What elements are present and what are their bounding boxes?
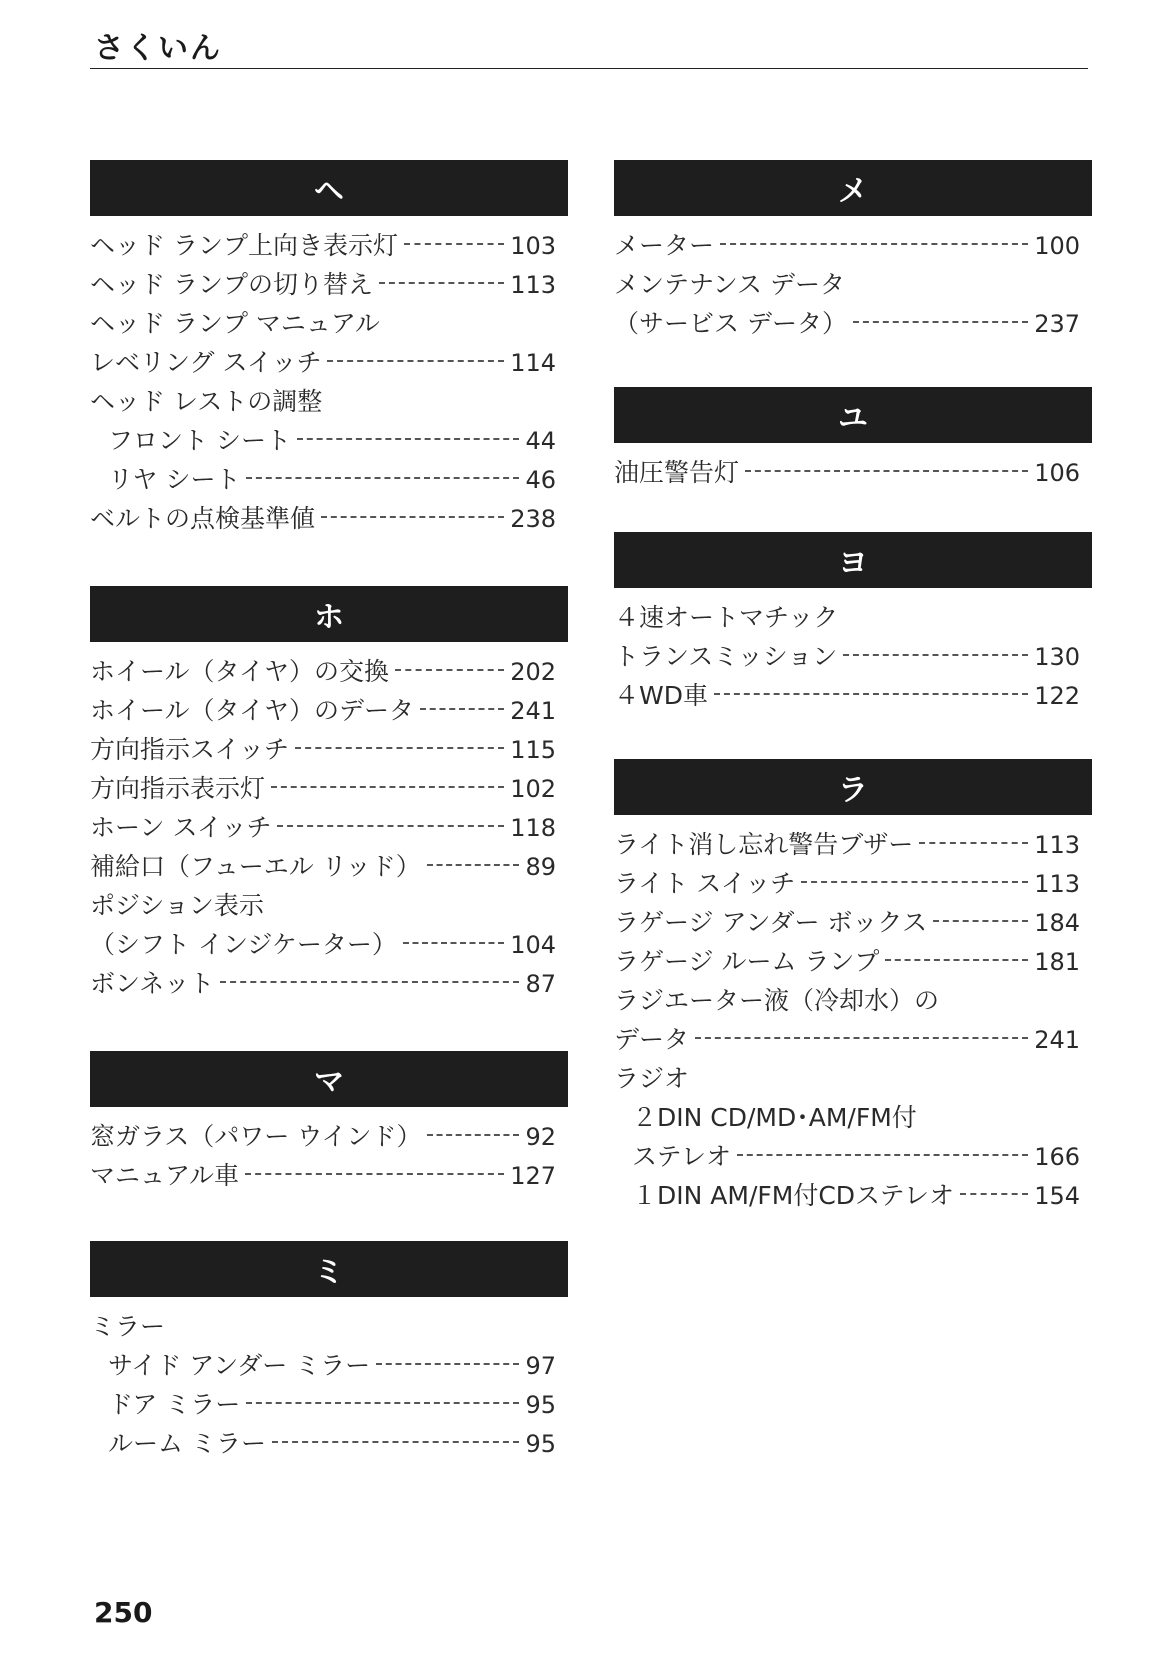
index-section — [90, 1241, 568, 1463]
index-section — [614, 532, 1092, 715]
index-entry — [614, 598, 1092, 637]
index-entry — [614, 226, 1092, 265]
entry-page-number: 241 — [1034, 1026, 1080, 1054]
index-section — [90, 1051, 568, 1195]
entry-list — [614, 815, 1092, 1215]
section-heading: ヨ — [614, 532, 1092, 588]
entry-label: 油圧警告灯 — [614, 458, 740, 487]
page-title: さくいん — [94, 31, 222, 66]
entry-page-number: 106 — [1034, 459, 1080, 487]
index-entry — [90, 1385, 568, 1424]
entry-label: フロント シート — [108, 426, 291, 455]
entry-label: ベルトの点検基準値 — [90, 504, 316, 533]
index-section — [614, 387, 1092, 492]
entry-page-number: 97 — [525, 1352, 556, 1380]
right-column — [614, 160, 1092, 1215]
entry-page-number: 130 — [1034, 643, 1080, 671]
dot-leader — [321, 516, 504, 518]
dot-leader — [853, 321, 1028, 323]
entry-page-number: 100 — [1034, 232, 1080, 260]
entry-label: ライト消し忘れ警告ブザー — [614, 830, 914, 859]
entry-page-number: 102 — [510, 775, 556, 803]
entry-page-number: 241 — [510, 697, 556, 725]
entry-page-number: 103 — [510, 232, 556, 260]
entry-label: ヘッド レストの調整 — [90, 387, 323, 416]
entry-label: ポジション表示 — [90, 891, 264, 920]
dot-leader — [327, 360, 504, 362]
entry-page-number: 154 — [1034, 1182, 1080, 1210]
entry-label: ラゲージ アンダー ボックス — [614, 908, 928, 937]
entry-label: メンテナンス データ — [614, 270, 845, 299]
index-entry — [90, 304, 568, 343]
entry-label: ラジオ — [614, 1064, 690, 1093]
entry-page-number: 113 — [1034, 870, 1080, 898]
index-entry — [614, 304, 1092, 343]
dot-leader — [427, 1134, 519, 1136]
entry-page-number: 46 — [525, 466, 556, 494]
entry-page-number: 238 — [510, 505, 556, 533]
index-section — [90, 160, 568, 538]
page-number: 250 — [94, 1596, 153, 1629]
section-heading: ユ — [614, 387, 1092, 443]
entry-label: 方向指示表示灯 — [90, 774, 266, 803]
entry-page-number: 104 — [510, 931, 556, 959]
entry-list — [90, 1107, 568, 1195]
index-entry — [90, 421, 568, 460]
index-entry — [90, 499, 568, 538]
dot-leader — [714, 693, 1028, 695]
entry-label: ホーン スイッチ — [90, 813, 272, 842]
entry-label: ラジエーター液（冷却水）の — [614, 986, 940, 1015]
section-heading: マ — [90, 1051, 568, 1107]
entry-label: レベリング スイッチ — [90, 348, 322, 377]
entry-label: 方向指示スイッチ — [90, 735, 290, 764]
index-section — [90, 586, 568, 1003]
index-entry — [614, 265, 1092, 304]
entry-page-number: 118 — [510, 814, 556, 842]
entry-label: ステレオ — [632, 1142, 732, 1171]
dot-leader — [297, 438, 520, 440]
dot-leader — [885, 959, 1028, 961]
index-entry — [90, 265, 568, 304]
index-entry — [90, 652, 568, 691]
section-heading: ヘ — [90, 160, 568, 216]
entry-label: ラゲージ ルーム ランプ — [614, 947, 880, 976]
entry-label: ボンネット — [90, 969, 215, 998]
dot-leader — [801, 881, 1028, 883]
index-entry — [614, 942, 1092, 981]
dot-leader — [695, 1037, 1028, 1039]
index-entry — [614, 825, 1092, 864]
entry-list — [614, 588, 1092, 715]
section-heading: ラ — [614, 759, 1092, 815]
index-entry — [90, 460, 568, 499]
index-entry — [90, 808, 568, 847]
index-entry — [614, 637, 1092, 676]
entry-list — [90, 642, 568, 1003]
entry-page-number: 95 — [525, 1391, 556, 1419]
entry-page-number: 202 — [510, 658, 556, 686]
entry-page-number: 184 — [1034, 909, 1080, 937]
entry-page-number: 166 — [1034, 1143, 1080, 1171]
entry-label: ヘッド ランプの切り替え — [90, 270, 373, 299]
section-heading: メ — [614, 160, 1092, 216]
entry-page-number: 92 — [525, 1123, 556, 1151]
dot-leader — [271, 786, 504, 788]
entry-label: ４速オートマチック — [614, 603, 839, 632]
entry-page-number: 95 — [525, 1430, 556, 1458]
index-entry — [90, 925, 568, 964]
entry-page-number: 113 — [510, 271, 556, 299]
entry-label: ホイール（タイヤ）の交換 — [90, 657, 390, 686]
dot-leader — [376, 1363, 519, 1365]
dot-leader — [295, 747, 504, 749]
dot-leader — [245, 1173, 504, 1175]
index-entry — [90, 769, 568, 808]
entry-label: ミラー — [90, 1312, 166, 1341]
index-entry — [90, 886, 568, 925]
index-entry — [614, 676, 1092, 715]
entry-list — [614, 216, 1092, 343]
entry-label: ４WD車 — [614, 681, 708, 710]
entry-label: ドア ミラー — [108, 1390, 241, 1419]
index-entry — [90, 226, 568, 265]
entry-list — [90, 216, 568, 538]
index-entry — [614, 903, 1092, 942]
entry-label: ルーム ミラー — [108, 1429, 266, 1458]
index-section — [614, 160, 1092, 343]
entry-label: ホイール（タイヤ）のデータ — [90, 696, 415, 725]
entry-label: 窓ガラス（パワー ウインド） — [90, 1122, 422, 1151]
index-entry — [90, 1117, 568, 1156]
entry-label: ヘッド ランプ マニュアル — [90, 309, 380, 338]
entry-label: 補給口（フューエル リッド） — [90, 852, 421, 881]
dot-leader — [277, 825, 504, 827]
entry-label: サイド アンダー ミラー — [108, 1351, 371, 1380]
index-entry — [614, 1098, 1092, 1137]
index-entry — [90, 847, 568, 886]
left-column — [90, 160, 568, 1463]
dot-leader — [960, 1193, 1028, 1195]
index-entry — [614, 1137, 1092, 1176]
entry-label: ヘッド ランプ上向き表示灯 — [90, 231, 398, 260]
dot-leader — [745, 470, 1028, 472]
index-entry — [90, 382, 568, 421]
index-entry — [614, 864, 1092, 903]
entry-page-number: 87 — [525, 970, 556, 998]
entry-label: メーター — [614, 231, 715, 260]
entry-page-number: 113 — [1034, 831, 1080, 859]
dot-leader — [427, 864, 520, 866]
index-entry — [90, 1156, 568, 1195]
entry-label: データ — [614, 1025, 690, 1054]
dot-leader — [395, 669, 504, 671]
entry-page-number: 44 — [525, 427, 556, 455]
dot-leader — [933, 920, 1028, 922]
entry-list — [614, 443, 1092, 492]
index-entry — [90, 964, 568, 1003]
entry-page-number: 181 — [1034, 948, 1080, 976]
entry-label: トランスミッション — [614, 642, 838, 671]
dot-leader — [420, 708, 504, 710]
dot-leader — [272, 1441, 520, 1443]
index-entry — [90, 691, 568, 730]
index-entry — [90, 343, 568, 382]
entry-label: マニュアル車 — [90, 1161, 240, 1190]
dot-leader — [737, 1154, 1028, 1156]
index-entry — [90, 1346, 568, 1385]
entry-page-number: 89 — [525, 853, 556, 881]
section-heading: ホ — [90, 586, 568, 642]
dot-leader — [403, 942, 504, 944]
dot-leader — [919, 842, 1028, 844]
entry-page-number: 122 — [1034, 682, 1080, 710]
entry-page-number: 115 — [510, 736, 556, 764]
index-section — [614, 759, 1092, 1215]
index-entry — [90, 730, 568, 769]
entry-label: ２DIN CD/MD･AM/FM付 — [632, 1103, 917, 1132]
dot-leader — [246, 1402, 519, 1404]
dot-leader — [246, 477, 519, 479]
section-heading: ミ — [90, 1241, 568, 1297]
entry-label: １DIN AM/FM付CDステレオ — [632, 1181, 955, 1210]
index-entry — [614, 981, 1092, 1020]
dot-leader — [379, 282, 504, 284]
index-entry — [90, 1307, 568, 1346]
entry-label: （シフト インジケーター） — [90, 930, 397, 959]
entry-list — [90, 1297, 568, 1463]
index-entry — [614, 1020, 1092, 1059]
index-entry — [90, 1424, 568, 1463]
entry-page-number: 127 — [510, 1162, 556, 1190]
index-entry — [614, 453, 1092, 492]
entry-page-number: 237 — [1034, 310, 1080, 338]
entry-page-number: 114 — [510, 349, 556, 377]
dot-leader — [843, 654, 1028, 656]
page-header — [90, 32, 1088, 69]
entry-label: ライト スイッチ — [614, 869, 796, 898]
entry-label: リヤ シート — [108, 465, 241, 494]
dot-leader — [404, 243, 504, 245]
dot-leader — [720, 243, 1028, 245]
entry-label: （サービス データ） — [614, 309, 847, 338]
dot-leader — [220, 981, 519, 983]
index-entry — [614, 1059, 1092, 1098]
index-entry — [614, 1176, 1092, 1215]
